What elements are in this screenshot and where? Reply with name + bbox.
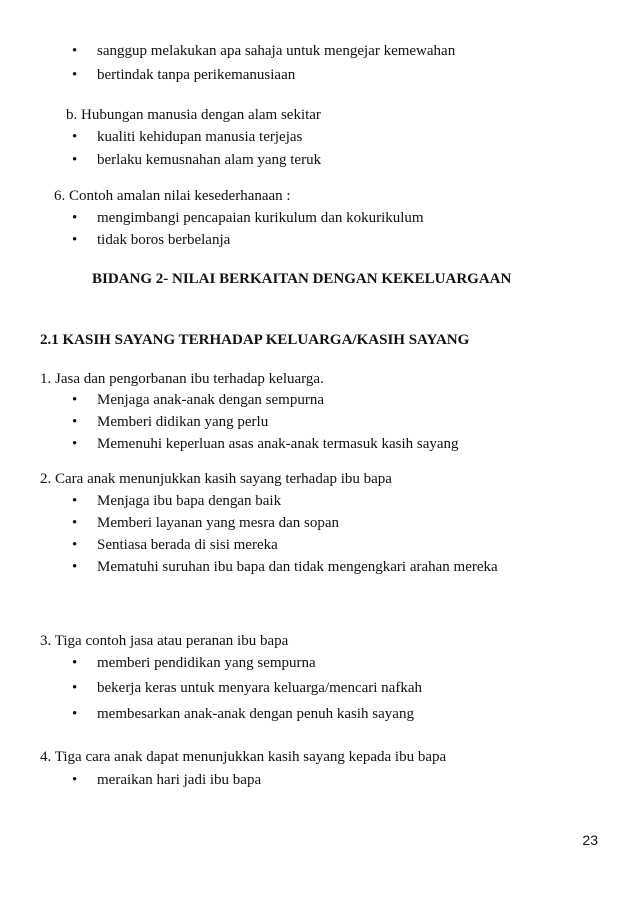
bullet-icon: • <box>72 559 78 575</box>
item-6-heading: 6. Contoh amalan nilai kesederhanaan : <box>54 188 291 204</box>
section-title: 2.1 KASIH SAYANG TERHADAP KELUARGA/KASIH SAYANG <box>40 332 470 348</box>
bullet-icon: • <box>72 152 78 168</box>
bullet-icon: • <box>72 232 78 248</box>
bullet-icon: • <box>72 129 78 145</box>
bullet-icon: • <box>72 436 78 452</box>
question-2-heading: 2. Cara anak menunjukkan kasih sayang terhadap ibu bapa <box>40 471 392 487</box>
bullet-icon: • <box>72 392 78 408</box>
question-4-heading: 4. Tiga cara anak dapat menunjukkan kasih sayang kepada ibu bapa <box>40 749 447 765</box>
bullet-icon: • <box>72 43 78 59</box>
bullet-icon: • <box>72 655 78 671</box>
page-number: 23 <box>582 832 598 848</box>
question-3-heading: 3. Tiga contoh jasa atau peranan ibu bapa <box>40 633 289 649</box>
subheading-b: b. Hubungan manusia dengan alam sekitar <box>66 107 321 123</box>
question-1-heading: 1. Jasa dan pengorbanan ibu terhadap keluarga. <box>40 371 324 387</box>
bullet-icon: • <box>72 772 78 788</box>
bullet-icon: • <box>72 537 78 553</box>
bullet-icon: • <box>72 210 78 226</box>
bullet-icon: • <box>72 680 78 696</box>
bullet-icon: • <box>72 414 78 430</box>
bullet-icon: • <box>72 706 78 722</box>
area-title: BIDANG 2- NILAI BERKAITAN DENGAN KEKELUARGAAN <box>92 271 512 287</box>
bullet-icon: • <box>72 493 78 509</box>
bullet-icon: • <box>72 515 78 531</box>
bullet-icon: • <box>72 67 78 83</box>
